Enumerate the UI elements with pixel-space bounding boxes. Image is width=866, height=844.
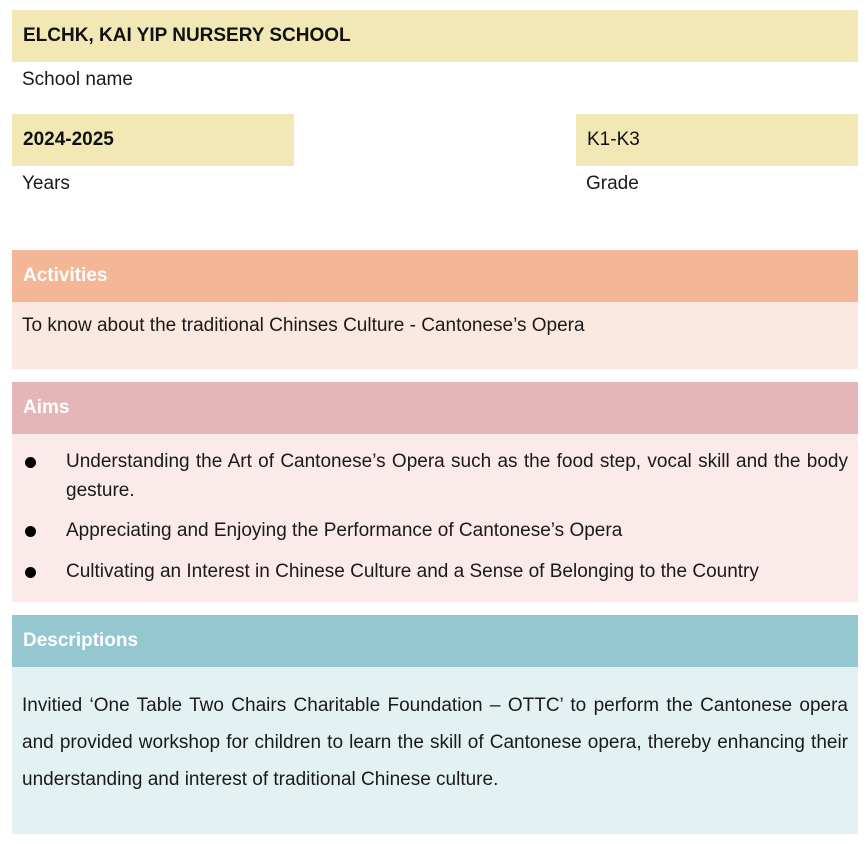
grade-caption: Grade <box>586 173 639 194</box>
descriptions-heading: Descriptions <box>23 630 139 651</box>
grade-value: K1-K3 <box>587 129 640 150</box>
years-field <box>12 114 294 166</box>
school-name-field <box>12 10 858 62</box>
activities-heading: Activities <box>23 265 108 286</box>
grade-field <box>576 114 858 166</box>
activities-body <box>12 302 858 369</box>
bullet-icon <box>25 567 36 578</box>
activities-header <box>12 250 858 302</box>
descriptions-body <box>12 667 858 834</box>
activities-text: To know about the traditional Chinses Culture - Cantonese’s Opera <box>22 315 585 336</box>
bullet-icon <box>25 526 36 537</box>
school-name-caption: School name <box>22 69 133 90</box>
descriptions-header <box>12 615 858 667</box>
bullet-icon <box>25 457 36 468</box>
aims-item-text: Cultivating an Interest in Chinese Culture and a Sense of Belonging to the Country <box>66 561 759 582</box>
school-name-value: ELCHK, KAI YIP NURSERY SCHOOL <box>23 25 351 46</box>
aims-heading: Aims <box>23 397 70 418</box>
aims-body <box>12 434 858 602</box>
years-value: 2024-2025 <box>23 129 114 150</box>
aims-item-text: Appreciating and Enjoying the Performance of Cantonese’s Opera <box>66 520 623 541</box>
aims-item-text: Understanding the Art of Cantonese’s Opera such as the food step, vocal skill and the body gesture. <box>66 451 848 501</box>
years-caption: Years <box>22 173 70 194</box>
descriptions-text: Invitied ‘One Table Two Chairs Charitable Foundation – OTTC’ to perform the Cantonese opera and provided workshop for children to learn the skill of Cantonese opera, thereby enhancing their understanding and interest of traditional Chinese culture. <box>22 695 848 790</box>
aims-header <box>12 382 858 434</box>
